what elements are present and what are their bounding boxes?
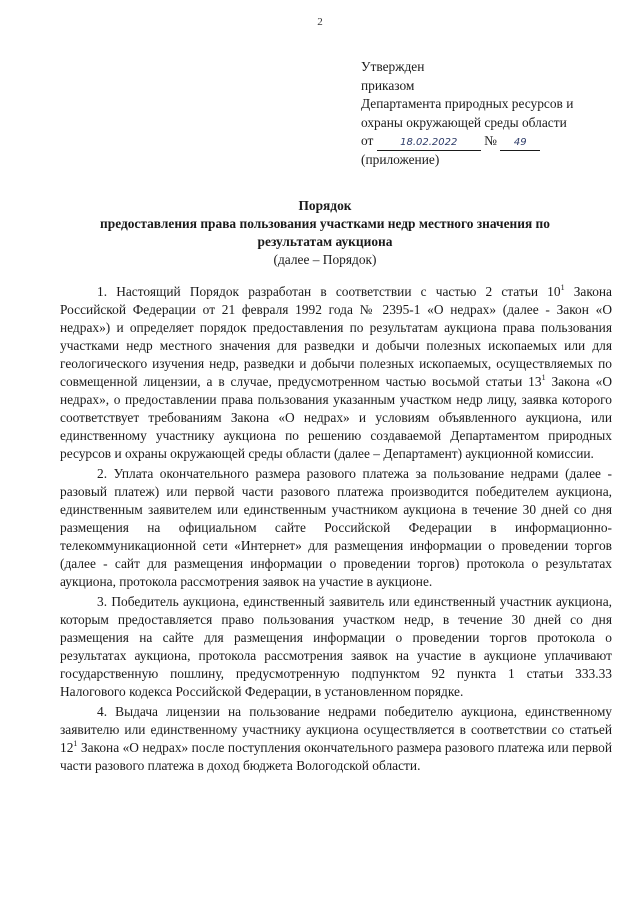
p4-text-a: 4. Выдача лицензии на пользование недрами победителю аукциона, единственному заявителю или единственному участнику аукциона осуществляется в соответствии со статьей 12 bbox=[60, 704, 612, 755]
paragraph-1 bbox=[60, 283, 612, 463]
approval-line-2: приказом bbox=[361, 77, 415, 93]
page-number: 2 bbox=[317, 16, 323, 28]
approval-block bbox=[361, 58, 631, 170]
p1-text-b: Закона Российской Федерации от 21 февраля 1992 года № 2395-1 «О недрах» (далее - Закон «О недрах») и определяет порядок предоставления по результатам аукциона права пользования участками недр местного значения для разведки и добычи полезных ископаемых или для геологического изучения недр, разведки и добычи полезных ископаемых, осуществляемых по совмещенной лицензии, а в случае, предусмотренном частью восьмой статьи 13 bbox=[60, 284, 612, 389]
p1-sup-a: 1 bbox=[560, 282, 565, 292]
approval-line-4: охраны окружающей среды области bbox=[361, 114, 567, 130]
approval-appendix: (приложение) bbox=[361, 152, 440, 168]
handwritten-date: 18.02.2022 bbox=[377, 135, 481, 151]
number-label: № bbox=[484, 133, 497, 149]
p1-text-c: Закона «О недрах», о предоставлении права пользования указанным участком недр лицу, заявка которого соответствует требованиям Закона «О недрах» и условиям объявленного аукциона, или единственному участнику аукциона по решению создаваемой Департаментом природных ресурсов и охраны окружающей среды области (далее – Департамент) аукционной комиссии. bbox=[60, 374, 612, 461]
from-label: от bbox=[361, 133, 374, 149]
paragraph-2: 2. Уплата окончательного размера разового платежа за пользование недрами (далее - разовый платеж) или первой части разового платежа производится победителем аукциона, единственным заявителем или единственным участником аукциона в течение 30 дней со дня размещения на официальном сайте Российской Федерации в информационно-телекоммуникационной сети «Интернет» для размещения информации о проведении торгов (далее - сайт для размещения информации о проведении торгов) протокола о результатах аукциона, протокола рассмотрения заявок на участие в аукционе. bbox=[60, 466, 612, 589]
p4-sup-a: 1 bbox=[73, 738, 78, 748]
document-title bbox=[40, 197, 610, 269]
title-line-3: результатам аукциона bbox=[257, 234, 393, 249]
p4-text-b: Закона «О недрах» после поступления окончательного размера разового платежа или первой части разового платежа в доход бюджета Вологодской области. bbox=[60, 740, 612, 773]
document-body bbox=[60, 283, 612, 775]
p1-sup-b: 1 bbox=[541, 372, 546, 382]
title-line-1: Порядок bbox=[298, 198, 352, 213]
handwritten-number: 49 bbox=[500, 135, 540, 151]
paragraph-4 bbox=[60, 703, 612, 775]
approval-line-1: Утвержден bbox=[361, 59, 425, 74]
approval-line-3: Департамента природных ресурсов и bbox=[361, 96, 574, 112]
paragraph-3: 3. Победитель аукциона, единственный заявитель или единственный участник аукциона, которым предоставляется право пользования участком недр, в течение 30 дней со дня размещения на сайте для размещения информации о проведении торгов протокола о результатах аукциона, протокола рассмотрения заявок на участие в аукционе уплачивают государственную пошлину, предусмотренную подпунктом 92 пункта 1 статьи 333.33 Налогового кодекса Российской Федерации, в установленном порядке. bbox=[60, 594, 612, 699]
p1-text-a: 1. Настоящий Порядок разработан в соответствии с частью 2 статьи 10 bbox=[97, 284, 561, 299]
title-line-2: предоставления права пользования участками недр местного значения по bbox=[100, 216, 550, 231]
approval-date-line bbox=[361, 132, 631, 151]
title-line-4: (далее – Порядок) bbox=[273, 252, 377, 267]
